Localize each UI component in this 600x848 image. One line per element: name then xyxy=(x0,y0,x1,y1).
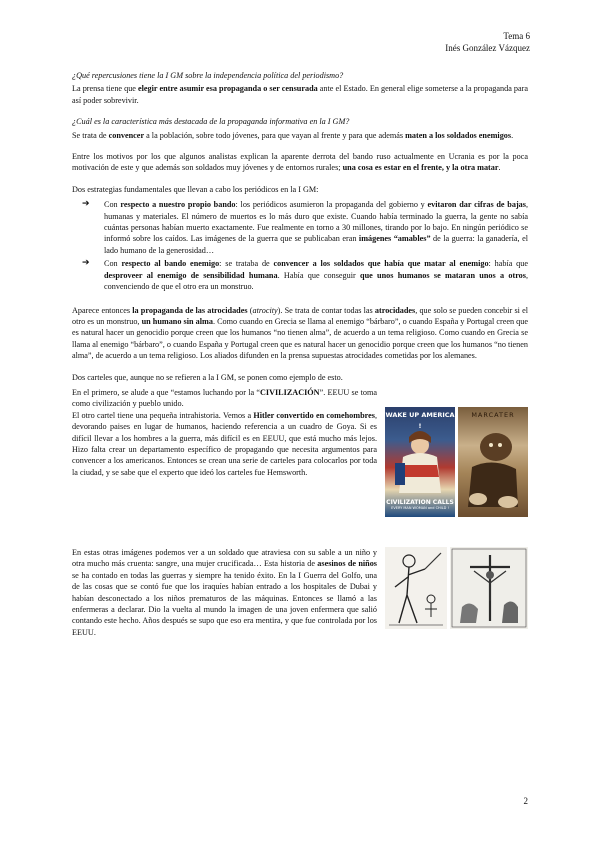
italic-run: atrocity xyxy=(252,305,278,315)
text-run: : se trataba de xyxy=(219,259,274,269)
answer-2 xyxy=(72,130,528,141)
text-run: ). Se trata de contar todas las xyxy=(277,305,375,315)
answer-1 xyxy=(72,83,528,106)
list-item xyxy=(72,199,528,256)
text-run: : había que xyxy=(488,259,528,269)
poster-ogre-icon xyxy=(458,407,528,517)
bold-run: maten a los soldados enemigos xyxy=(405,130,512,140)
bold-run: elegir entre asumir esa propaganda o ser censurada xyxy=(138,84,318,94)
arrow-bullet-icon: ➔ xyxy=(82,258,90,269)
text-run: a la población, sobre todo jóvenes, para que vayan al frente y para que además xyxy=(144,130,406,140)
text-run: . Había que conseguir xyxy=(277,270,361,280)
arrow-bullet-icon: ➔ xyxy=(82,199,90,210)
text-run: , devorando paises en lugar de humanos, haciendo referencia a un cuadro de Goya. Si es difícil llevar a los hombres a la guerra, más difícil es en EEUU, que está mucho más lejos. Hizo falta crear un departamento específico de propagando que necesita argumentos para convencer a los americanos. Entonces se crean una serie de carteles para colocarlos por toda la ciudad, y se sabe que el experto que ideó los carteles fue Hemsworth. xyxy=(72,410,377,477)
civilization-poster-image xyxy=(385,407,455,517)
text-run: de la guerra: la ganadería, el lado humano de la generosidad… xyxy=(104,234,528,255)
bold-run: CIVILIZACIÓN xyxy=(259,387,320,397)
bold-run: un humano sin alma xyxy=(141,316,213,326)
text-run: ante el Estado. En general elige someterse a la propaganda para así poder sobrevivir. xyxy=(72,84,528,105)
bold-run: respecto al bando enemigo xyxy=(121,259,220,269)
strategies-list xyxy=(72,199,528,292)
bold-run: respecto a nuestro propio bando xyxy=(120,200,236,210)
poster-caption: CIVILIZATION CALLS xyxy=(386,498,454,506)
bold-run: evitaron dar cifras de bajas xyxy=(427,200,526,210)
hitler-ogre-poster-image xyxy=(458,407,528,517)
text-run: ( xyxy=(247,305,253,315)
text-run: . xyxy=(498,163,501,173)
header-topic: Tema 6 xyxy=(503,31,530,41)
soldier-sketch-icon xyxy=(385,547,447,629)
page-number: 2 xyxy=(523,796,528,806)
posters-paragraph xyxy=(72,387,377,478)
drawings-section xyxy=(72,547,528,677)
text-run: se ha contado en todas las guerras y siempre ha tenido éxito. En la I Guerra del Golfo, una de las cosas que se contó fue que los iraquíes habían entrado a los hospitales de Dubai y habían desconectado a los niños prematuros de las máquinas. Entonces se llamó a las enfermeras a declarar. Dio la vuelta al mundo la imagen de una joven enfermera que salió contando este hecho. Años después se supo que eso era mentira, y que fue controlada por los EEUU. xyxy=(72,570,377,637)
bold-run: convencer a los soldados que había que matar al enemigo xyxy=(273,259,489,269)
bold-run: que unos humanos se mataran unos a otros xyxy=(360,270,526,280)
bold-run: imágenes “amables” xyxy=(358,234,431,244)
posters-intro: Dos carteles que, aunque no se refieren a la I GM, se ponen como ejemplo de esto. xyxy=(72,372,343,382)
drawings-paragraph xyxy=(72,547,377,638)
text-run: , convenciendo de que el otro era un monstruo. xyxy=(104,270,529,292)
text-run: En estas otras imágenes podemos ver a un soldado que atraviesa con su sable a un niño y otra mucho más cruenta: sangre, una mujer crucificada… Esta historia de xyxy=(72,547,377,569)
text-run: , que solo se pueden concebir si el otro es un monstruo, xyxy=(72,305,528,326)
page-header xyxy=(445,30,530,54)
text-run: El otro cartel tiene una pequeña intrahistoria. Vemos a xyxy=(72,410,254,420)
drawings-figure xyxy=(385,547,528,629)
text-run: Con xyxy=(104,200,121,210)
text-run: . Como cuando en Grecia se llama al enemigo “bárbaro”, o cuando España y Portugal creen que es natural hacer un genocidio porque creen que los humanos “no tienen alma”, de acuerdo a un tema religioso. Como cuando en Grecia se llama al enemigo “bárbaro”, o cuando España y Portugal creen que es natural hacer un genocidio porque creen que los humanos “no tienen alma”, de acuerdo a un tema religioso. Los aliados difunden en la prensa supuestas atrocidades cometidas por los alemanes. xyxy=(72,316,528,361)
question-1: ¿Qué repercusiones tiene la I GM sobre la independencia política del periodismo? xyxy=(72,71,344,80)
strategies-intro: Dos estrategias fundamentales que llevan a cabo los periódicos en la I GM: xyxy=(72,184,319,194)
ukraine-paragraph xyxy=(72,151,528,174)
bold-run: Hitler convertido en comehombres xyxy=(253,410,375,420)
question-2: ¿Cuál es la característica más destacada de la propaganda informativa en la I GM? xyxy=(72,117,350,127)
poster-subcaption: EVERY MAN WOMAN and CHILD ! xyxy=(391,505,449,510)
text-run: En el primero, se alude a que “estamos luchando por la “ xyxy=(72,387,260,397)
soldier-child-drawing-image xyxy=(385,547,447,629)
text-run: ”. EEUU se toma como civilización y pueblo unido. xyxy=(72,387,377,409)
drawings-text xyxy=(72,547,377,638)
bold-run: la propaganda de las atrocidades xyxy=(132,305,248,315)
posters-figure xyxy=(385,407,528,517)
text-run: : los periódicos asumieron la propaganda del gobierno y xyxy=(235,200,428,210)
bold-run: convencer xyxy=(108,130,145,140)
list-item xyxy=(72,258,528,292)
text-run: Se trata de xyxy=(72,130,109,140)
atrocities-paragraph xyxy=(72,305,528,362)
text-run: Aparece entonces xyxy=(72,305,133,315)
posters-section xyxy=(72,387,528,537)
header-author: Inés González Vázquez xyxy=(445,43,530,53)
bold-run: asesinos de niños xyxy=(317,559,377,569)
document-body xyxy=(72,70,528,677)
poster-title: MARCATER xyxy=(471,410,515,419)
text-run: . xyxy=(511,130,514,140)
posters-text xyxy=(72,387,377,478)
text-run: , humanas y materiales. El número de muertos es lo más duro que existe. Cuando había terminado la guerra, la gente no sabía cuántas personas habían muerto exactamente. Fue realmente en torno a 30 millones, tirando por lo bajo. En ningún periódico se informó sobre los caídos. Las imágenes de la guerra que se publicaban eran xyxy=(104,200,528,244)
text-run: Con xyxy=(104,259,122,269)
bold-run: una cosa es estar en el frente, y la otra matar xyxy=(342,163,499,173)
bold-run: atrocidades xyxy=(374,305,416,315)
bold-run: desproveer al enemigo de sensibilidad humana xyxy=(104,270,278,280)
crucifixion-drawing-image xyxy=(450,547,528,629)
text-run: Entre los motivos por los que algunos analistas explican la aparente derrota del bando ruso actualmente en Ucrania es por la poca motivación de este y que además son soldados muy jóvenes y de entornos rurales; xyxy=(72,152,528,173)
crucifixion-sketch-icon xyxy=(450,547,528,629)
text-run: La prensa tiene que xyxy=(72,84,138,94)
poster-title: WAKE UP AMERICA ! xyxy=(385,410,455,431)
